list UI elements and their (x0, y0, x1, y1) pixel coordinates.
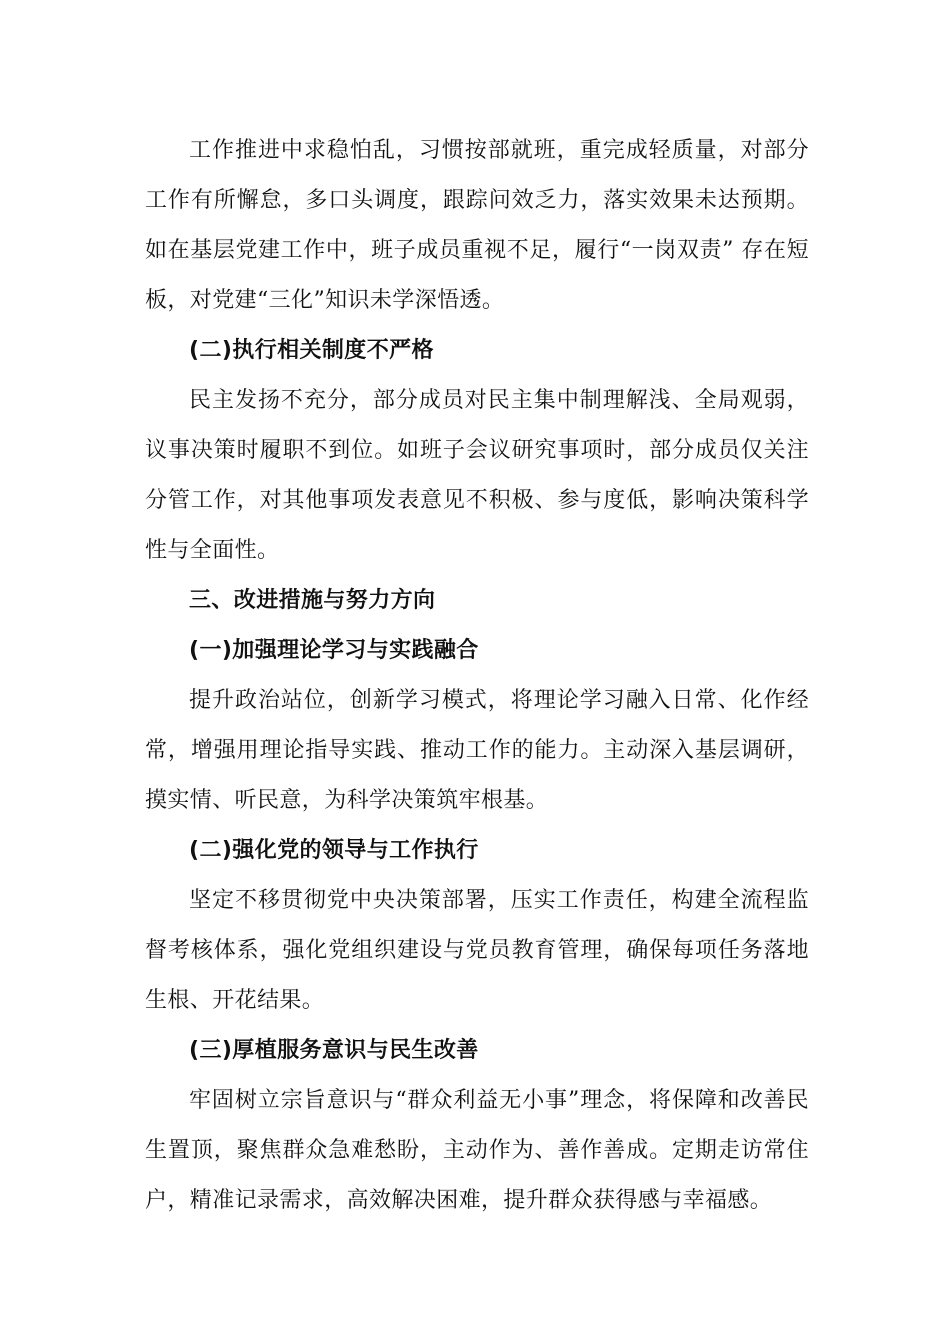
paragraph-theory-study: 提升政治站位，创新学习模式，将理论学习融入日常、化作经常，增强用理论指导实践、推动工作的能力。主动深入基层调研，摸实情、听民意，为科学决策筑牢根基。 (145, 688, 809, 813)
heading-service-awareness: (三)厚植服务意识与民生改善 (189, 1038, 479, 1063)
heading-strict-system: (二)执行相关制度不严格 (189, 338, 434, 363)
paragraph-party-leadership: 坚定不移贯彻党中央决策部署，压实工作责任，构建全流程监督考核体系，强化党组织建设与党员教育管理，确保每项任务落地生根、开花结果。 (145, 888, 809, 1013)
document-body (145, 126, 809, 1226)
paragraph-democracy: 民主发扬不充分，部分成员对民主集中制理解浅、全局观弱，议事决策时履职不到位。如班子会议研究事项时，部分成员仅关注分管工作，对其他事项发表意见不积极、参与度低，影响决策科学性与全面性。 (145, 388, 809, 563)
paragraph-work-progress: 工作推进中求稳怕乱，习惯按部就班，重完成轻质量，对部分工作有所懈怠，多口头调度，跟踪问效乏力，落实效果未达预期。如在基层党建工作中，班子成员重视不足，履行“一岗双责” 存在短板，对党建“三化”知识未学深悟透。 (145, 138, 809, 313)
section-title-improvement: 三、改进措施与努力方向 (189, 588, 436, 613)
paragraph-service-awareness: 牢固树立宗旨意识与“群众利益无小事”理念，将保障和改善民生置顶，聚焦群众急难愁盼，主动作为、善作善成。定期走访常住户，精准记录需求，高效解决困难，提升群众获得感与幸福感。 (145, 1088, 809, 1213)
heading-theory-study: (一)加强理论学习与实践融合 (189, 638, 479, 663)
heading-party-leadership: (二)强化党的领导与工作执行 (189, 838, 479, 863)
